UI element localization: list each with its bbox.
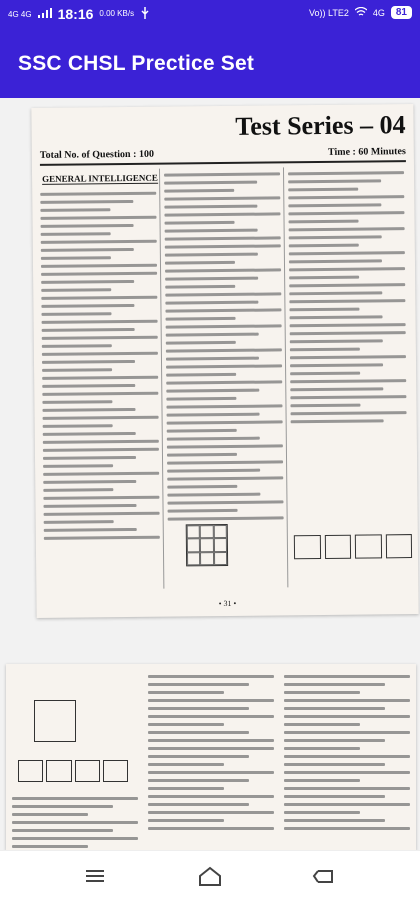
status-right [309,6,412,19]
home-icon [197,865,223,887]
test-series-title: Test Series – 04 [235,110,406,141]
system-navigation-bar [0,850,420,901]
network-speed: 0.00 KB/s [99,9,135,18]
network-indicator: 4G 4G [8,9,32,19]
test-meta [39,146,406,161]
document-page-next[interactable] [6,664,416,850]
status-left [8,6,150,22]
clock: 18:16 [57,6,94,22]
puzzle-figure [186,524,228,566]
question-column-next-2 [148,670,274,850]
volte-indicator: Vo)) LTE2 [309,7,349,18]
signal-icon [38,7,52,21]
back-button[interactable] [311,863,337,889]
total-questions: Total No. of Question : 100 [39,148,154,161]
usb-icon [140,7,150,22]
page-number: • 31 • [218,598,237,609]
question-column-1 [40,187,160,590]
column-divider [159,169,164,589]
question-column-next-3 [284,670,410,850]
document-page[interactable] [31,104,418,618]
option-figures [18,760,128,782]
document-viewer[interactable] [0,98,420,850]
section-heading: GENERAL INTELLIGENCE [42,172,158,184]
question-column-next-1 [12,792,138,850]
network-type-2: 4G [372,7,385,18]
header-rule [40,160,406,166]
question-figure [34,700,76,742]
wifi-icon [355,7,367,19]
app-bar [0,30,420,98]
app-title: SSC CHSL Prectice Set [18,52,255,75]
question-column-3 [288,166,408,587]
battery-icon: 81 [391,6,412,19]
menu-button[interactable] [82,863,108,889]
status-bar [0,0,420,30]
home-button[interactable] [197,863,223,889]
back-icon [312,867,336,885]
column-divider [283,167,288,587]
menu-icon [84,868,106,884]
test-time: Time : 60 Minutes [327,146,406,158]
answer-figures [294,534,412,559]
